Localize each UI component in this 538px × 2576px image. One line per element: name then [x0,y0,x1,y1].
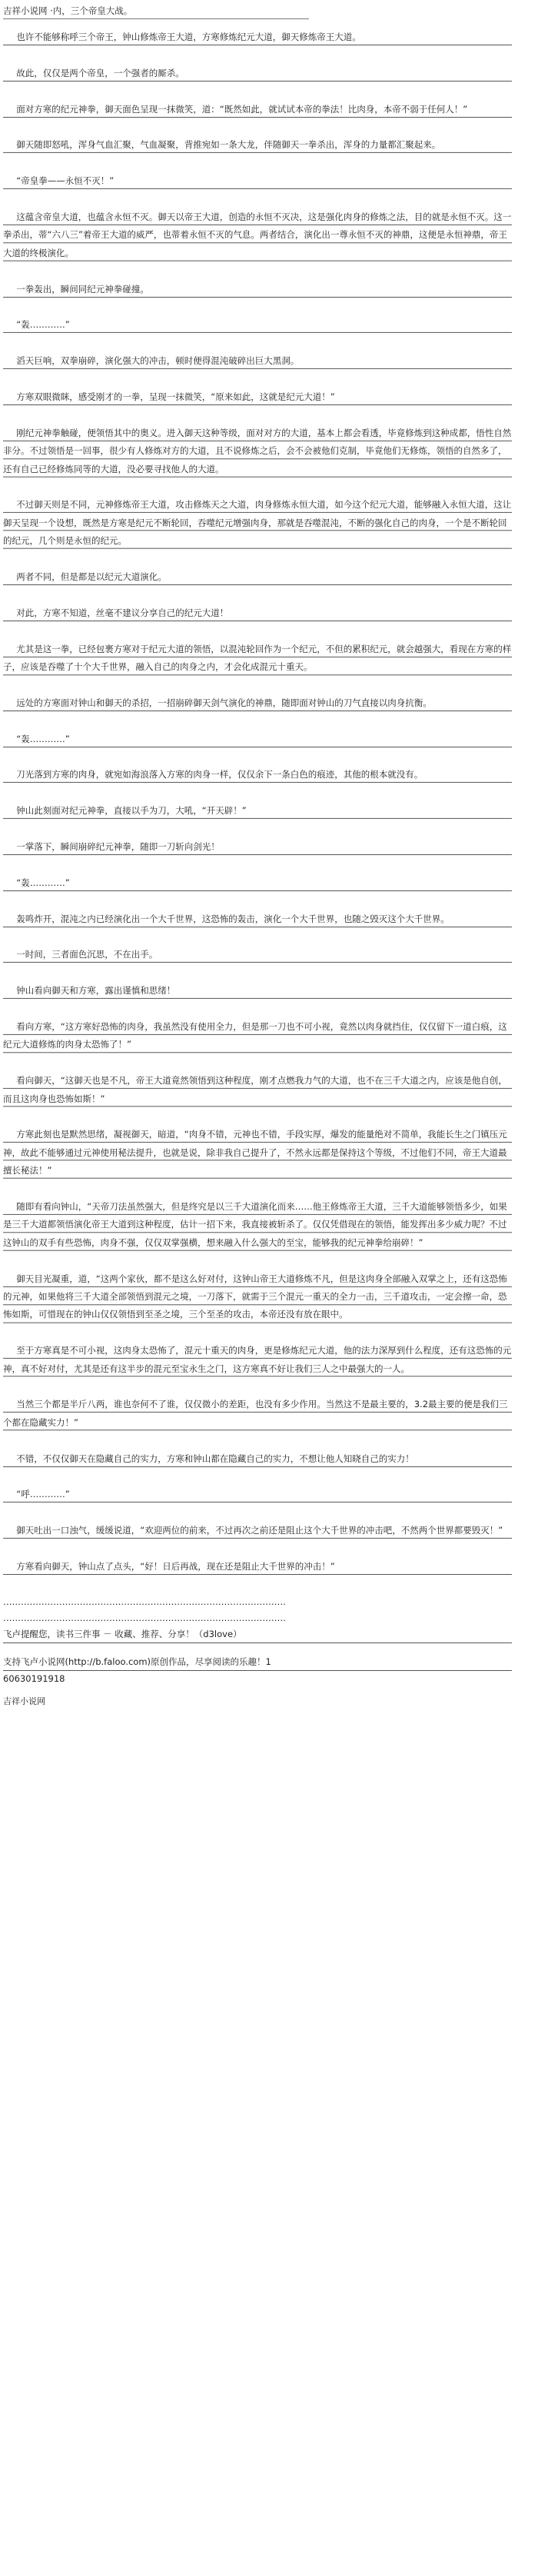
paragraph: 面对方寒的纪元神拳，御天面色呈现一抹微笑，道：“既然如此，就试试本帝的拳法！比肉身，本帝不弱于任何人！” [3,101,512,118]
paragraph: 刀光落到方寒的肉身，就宛如海浪落入方寒的肉身一样，仅仅余下一条白色的痕迹，其他的根本就没有。 [3,766,512,784]
paragraph: 对此，方寒不知道，丝毫不建议分享自己的纪元大道！ [3,604,512,622]
paragraph: “帝皇拳——永恒不灭！” [3,172,512,190]
footer-code: 60630191918 [3,1672,65,1684]
paragraph: 刚纪元神拳触碰，便领悟其中的奥义。进入御天这种等级，面对对方的大道，基本上都会看透，毕竟修炼到这种成都，悟性自然非分。不过领悟是一回事，很少有人修炼对方的大道，且不说修炼之后，会不会被他们克制，毕竟他们无修炼，领悟的自然多了，还有自己已经修炼同等的大道，没必要寻找他人的大道。 [3,424,512,478]
paragraph: 当然三个都是半斤八两，谁也奈何不了谁，仅仅微小的差距，也没有多少作用。当然这不是最主要的，3.2最主要的便是我们三个都在隐藏实力！” [3,1396,512,1432]
paragraph: 两者不同，但是都是以纪元大道演化。 [3,568,512,586]
paragraph: 轰鸣炸开，混沌之内已经演化出一个大千世界，这恐怖的轰击，演化一个大千世界，也随之毁灭这个大千世界。 [3,910,512,928]
paragraph: 御天目光凝重，道，“这两个家伙，都不是这么好对付，这钟山帝王大道修炼不凡，但是这肉身全部融入双掌之上，还有这恐怖的元神，如果他将三千大道全部领悟到混元之境，一刀落下，就需于三个混元一重天的全力一击，三千道攻击，一定会擦一命，恐怖如斯，可惜现在的钟山仅仅领悟到至圣之境，三个至圣的攻击，本帝还没有放在眼中。 [3,1270,512,1324]
paragraph: 方寒此刻也是默然思绪，凝视御天，暗道，“肉身不错，元神也不错，手段实厚，爆发的能量绝对不简单，我能长生之门镇压元神，故此不能够通过元神使用秘法提升，也就是说，除非我自己提升了，不然永远都是保持这个等级，不过他们不同，帝王大道最擅长秘法！” [3,1126,512,1180]
chapter-body [3,28,512,1576]
paragraph: 随即有看向钟山，“天帝刀法虽然强大，但是终究是以三千大道演化而来……他王修炼帝王大道，三千大道能够领悟多少，如果是三千大道都领悟演化帝王大道到这种程度，估计一招下来，我直接被斩杀了。仅仅凭借现在的领悟，能发挥出多少威力呢？不过这钟山的双手有些恐怖，肉身不强，仅仅双掌强横，想来融入什么强大的至宝，能够我的纪元神拳给崩碎！” [3,1198,512,1252]
paragraph: 这蕴含帝皇大道，也蕴含永恒不灭。御天以帝王大道，创造的永恒不灭决，这是强化肉身的修炼之法，目的就是永恒不灭。这一拳杀出，蒂“六八三”着帝王大道的威严，也蒂着永恒不灭的气息。两者结合，演化出一尊永恒不灭的神鼎，这便是永恒神鼎，帝王大道的终极演化。 [3,208,512,262]
paragraph: 尤其是这一拳，已经包裹方寒对于纪元大道的领悟，以混沌轮回作为一个纪元，不但的累积纪元，就会越强大，看现在方寒的样子，应该是吞噬了十个大千世界，融入自己的肉身之内，才会化成混元十重天。 [3,641,512,677]
paragraph: 钟山看向御天和方寒，露出谨慎和思绪！ [3,982,512,1000]
paragraph: 看向御天，“这御天也是不凡，帝王大道竟然领悟到这种程度，刚才点燃我力气的大道，也不在三千大道之内，应该是他自创，而且这肉身也恐怖如斯！” [3,1072,512,1108]
paragraph: 御天随即怒吼，浑身气血汇聚，气血凝聚，背推宛如一条大龙，伴随御天一拳杀出，浑身的力量都汇聚起来。 [3,136,512,154]
paragraph: 远处的方寒面对钟山和御天的杀招，一招崩碎御天剑气演化的神鼎，随即面对钟山的刀气直接以肉身抗衡。 [3,694,512,712]
paragraph: “轰…………” [3,731,512,748]
paragraph: 一时间，三者面色沉思，不在出手。 [3,946,512,964]
paragraph: 方寒双眼微眯，感受刚才的一拳，呈现一抹微笑，“原来如此，这就是纪元大道！” [3,388,512,406]
footer-bottom: 吉祥小说网 [3,1696,45,1706]
paragraph: 看向方寒，“这方寒好恐怖的肉身，我虽然没有使用全力，但是那一刀也不可小视，竟然以肉身就挡住，仅仅留下一道白痕，这纪元大道修炼的肉身太恐怖了！” [3,1018,512,1054]
footer-dots-2: …………………………………………………………………………………… [3,1612,286,1623]
paragraph: “呼…………” [3,1486,512,1503]
paragraph: 不错，不仅仅御天在隐藏自己的实力，方寒和钟山都在隐藏自己的实力，不想让他人知晓自己的实力！ [3,1450,512,1468]
paragraph: 滔天巨响，双拳崩碎，演化强大的冲击，顿时便得混沌破碎出巨大黑洞。 [3,352,512,370]
page-header: 吉祥小说网 ·内，三个帝皇大战。 [3,5,309,19]
footer-promo: 飞卢提醒您，读书三件事 － 收藏、推荐、分享！（d3love） [3,1626,512,1643]
paragraph: 也许不能够称呼三个帝王，钟山修炼帝王大道，方寒修炼纪元大道，御天修炼帝王大道。 [3,28,512,46]
paragraph: 一拳轰出，瞬间同纪元神拳碰撞。 [3,281,512,298]
paragraph: 一掌落下，瞬间崩碎纪元神拳，随即一刀斩向剑光！ [3,838,512,856]
footer-dots-1: …………………………………………………………………………………… [3,1596,286,1607]
footer-support[interactable]: 支持飞卢小说网(http://b.faloo.com)原创作品，尽享阅读的乐趣！1 [3,1654,512,1671]
paragraph: 御天吐出一口浊气，缓缓说道，“欢迎两位的前来，不过再次之前还是阻止这个大千世界的冲击吧，不然两个世界都要毁灭！” [3,1522,512,1539]
paragraph: 方寒看向御天，钟山点了点头，“好！日后再战，现在还是阻止大千世界的冲击！” [3,1558,512,1576]
paragraph: 钟山此刻面对纪元神拳，直接以手为刀，大吼，“开天辟！” [3,802,512,820]
paragraph: 故此，仅仅是两个帝皇，一个强者的厮杀。 [3,65,512,82]
paragraph: “轰…………” [3,874,512,892]
paragraph: “轰…………” [3,316,512,334]
paragraph: 不过御天则是不同，元神修炼帝王大道，攻击修炼天之大道，肉身修炼永恒大道，如今这个纪元大道，能够融入永恒大道，这让御天呈现一个设想，既然是方寒是纪元不断轮回，吞噬纪元增强肉身，那就是吞噬混沌，不断的强化自己的肉身，一个是不断轮回的纪元，几个则是永恒的纪元。 [3,496,512,550]
paragraph: 至于方寒真是不可小视，这肉身太恐怖了，混元十重天的肉身，更是修炼纪元大道，他的法力深厚到什么程度，还有这恐怖的元神，真不好对付，尤其是还有这半步的混元至宝永生之门，这方寒真不好让我们三人之中最强大的一人。 [3,1342,512,1378]
